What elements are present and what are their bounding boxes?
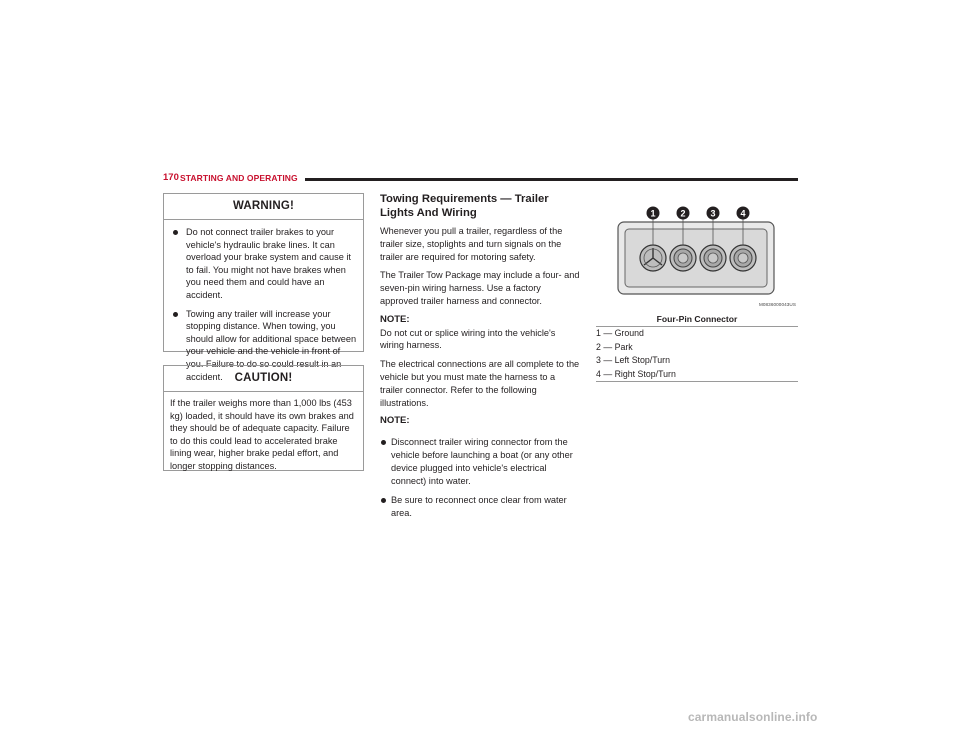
- paragraph: Whenever you pull a trailer, regardless of the trailer size, stoplights and turn signals on the trailer are required for motoring safety.: [380, 226, 563, 262]
- section-heading: Towing Requirements — Trailer Lights And Wiring: [380, 193, 549, 219]
- pin-3: [700, 245, 726, 271]
- figure-legend: [596, 326, 798, 382]
- section-title: STARTING AND OPERATING: [180, 172, 298, 183]
- warning-item-text: Towing any trailer will increase your stopping distance. When towing, you should allow for additional space between your vehicle and the vehicle in front of you. Failure to do so could result in an accident.: [186, 308, 357, 382]
- page-header: [163, 172, 798, 186]
- caution-text: If the trailer weighs more than 1,000 lbs (453 kg) loaded, it should have its own brakes and they should be of adequate capacity. Failure to do this could lead to accelerated brake lining wear, higher brake pedal effort, and longer stopping distances.: [170, 398, 354, 471]
- note-item-text: Be sure to reconnect once clear from water area.: [391, 495, 567, 519]
- callout-number: 2: [680, 208, 686, 219]
- header-rule: [305, 178, 798, 181]
- paragraph: The electrical connections are all complete to the vehicle but you must mate the harness to a trailer connector. Refer to the following illustrations.: [380, 359, 580, 408]
- callout-number: 3: [710, 208, 716, 219]
- note-item-text: Disconnect trailer wiring connector from the vehicle before launching a boat (or any other device plugged into vehicle's electrical connect) into water.: [391, 437, 573, 486]
- page-number: 170: [163, 172, 179, 183]
- note-label: NOTE:: [380, 415, 410, 427]
- note-text: Do not cut or splice wiring into the vehicle's wiring harness.: [380, 327, 556, 351]
- note-item: [380, 494, 580, 520]
- note-item: [380, 436, 580, 487]
- paragraph: The Trailer Tow Package may include a four- and seven-pin wiring harness. Use a factory approved trailer harness and connector.: [380, 270, 580, 306]
- connector-figure: [596, 198, 798, 310]
- warning-item: [172, 226, 359, 302]
- main-column: [380, 193, 580, 527]
- bullet-icon: [173, 230, 178, 235]
- figure-caption: Four-Pin Connector: [656, 314, 738, 324]
- bullet-icon: [381, 498, 386, 503]
- callout-number: 1: [650, 208, 656, 219]
- four-pin-connector-illustration: [596, 198, 798, 310]
- note-label: NOTE:: [380, 313, 410, 325]
- caution-box: [163, 365, 364, 471]
- bullet-icon: [173, 312, 178, 317]
- figure-code: M0836000043US: [758, 302, 796, 307]
- pin-1: [640, 245, 666, 271]
- warning-list: [164, 220, 363, 383]
- legend-item: 1 — Ground: [596, 328, 644, 338]
- callout-number: 4: [740, 208, 746, 219]
- callout-2: [677, 207, 690, 220]
- callout-1: [647, 207, 660, 220]
- legend-item: 2 — Park: [596, 341, 633, 352]
- pin-2: [670, 245, 696, 271]
- note-list: [380, 436, 580, 520]
- legend-item: 3 — Left Stop/Turn: [596, 355, 670, 365]
- warning-title: WARNING!: [164, 194, 363, 220]
- callout-3: [707, 207, 720, 220]
- callout-4: [737, 207, 750, 220]
- legend-item: 4 — Right Stop/Turn: [596, 368, 676, 379]
- bullet-icon: [381, 440, 386, 445]
- caution-title: CAUTION!: [164, 366, 363, 392]
- warning-item-text: Do not connect trailer brakes to your vehicle's hydraulic brake lines. It can overload your brake system and cause it to fail. You might not have brakes when you need them and could have an accident.: [186, 227, 351, 300]
- pin-4: [730, 245, 756, 271]
- watermark: carmanualsonline.info: [688, 710, 818, 724]
